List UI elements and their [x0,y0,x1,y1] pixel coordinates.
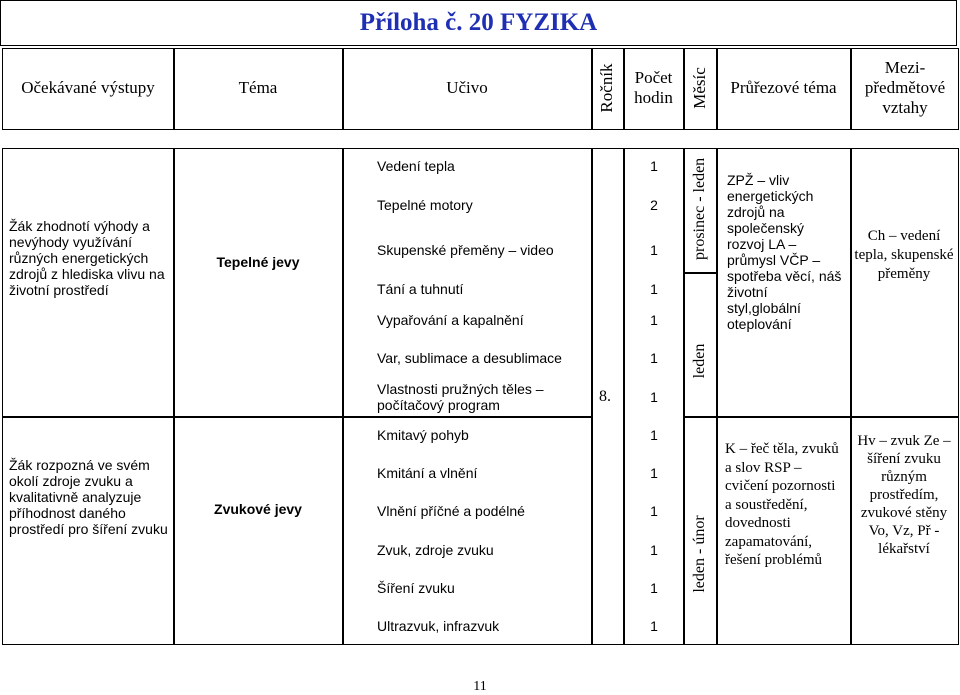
header-topic: Téma [238,78,278,97]
section2-item-3: Zvuk, zdroje zvuku [377,542,494,558]
grade: 8. [599,388,611,405]
page-number: 11 [473,679,487,694]
section2-hours-4: 1 [650,580,658,596]
section2-hours-0: 1 [650,427,658,443]
header-outputs: Očekávané výstupy [21,78,155,97]
section1-hours-1: 2 [650,197,658,213]
section1-hours-4: 1 [650,312,658,328]
section1-item-5: Var, sublimace a desublimace [377,350,562,366]
header-month: Měsíc [690,67,709,109]
section1-item-6: Vlastnosti pružných těles – počítačový program [377,381,544,413]
section2-topic: Zvukové jevy [214,501,302,517]
section1-topic: Tepelné jevy [216,254,300,270]
page-title: Příloha č. 20 FYZIKA [0,0,957,46]
section1-item-3: Tání a tuhnutí [377,281,464,297]
section1-hours-2: 1 [650,242,658,258]
section1-cross-topics: ZPŽ – vliv energetických zdrojů na společenský rozvoj LA – průmysl VČP – spotřeba věcí, náš životní styl,globální oteplování [727,172,842,332]
header-inter-line2: předmětové [864,78,946,97]
section1-hours-0: 1 [650,158,658,174]
section1-item-2: Skupenské přeměny – video [377,242,554,258]
section2-outputs: Žák rozpozná ve svém okolí zdroje zvuku a kvalitativně analyzuje příhodnost daného prostředí pro šíření zvuku [9,457,168,537]
header-inter-line3: vztahy [882,98,928,117]
section1-item-0: Vedení tepla [377,158,455,174]
section2-cross-topics: K – řeč těla, zvuků a slov RSP – cvičení pozornosti a soustředění, dovednosti zapamatování, řešení problémů [725,441,839,568]
section2-hours-5: 1 [650,618,658,634]
section1-hours-6: 1 [650,389,658,405]
section2-item-0: Kmitavý pohyb [377,427,469,443]
section2-inter: Hv – zvuk Ze – šíření zvuku různým prostředím, zvukové stěny Vo, Vz, Př - lékařství [857,433,951,557]
section1-outputs: Žák zhodnotí výhody a nevýhody využívání různých energetických zdrojů z hlediska vlivu na životní prostředí [9,218,165,298]
header-hours-line1: Počet [634,68,673,87]
header-inter-line1: Mezi- [884,58,926,77]
header-hours-line2: hodin [634,88,673,107]
section1-hours-5: 1 [650,350,658,366]
header-curriculum: Učivo [446,78,488,97]
section1-inter: Ch – vedení tepla, skupenské přeměny [854,228,954,282]
section2-hours-2: 1 [650,503,658,519]
section1-month-a: prosinec - leden [691,157,708,260]
section1-month-b: leden [691,343,708,379]
header-inter [851,58,959,118]
section1-item-1: Tepelné motory [377,197,473,213]
section2-item-1: Kmitání a vlnění [377,465,478,481]
section1-item-4: Vypařování a kapalnění [377,312,524,328]
section2-item-2: Vlnění příčné a podélné [377,503,525,519]
section2-hours-1: 1 [650,465,658,481]
header-cross-topics: Průřezové téma [730,78,837,97]
section2-item-5: Ultrazvuk, infrazvuk [377,618,500,634]
section1-hours-3: 1 [650,281,658,297]
header-hours [624,68,683,108]
section2-hours-3: 1 [650,542,658,558]
section2-item-4: Šíření zvuku [377,580,455,596]
header-grade: Ročník [597,63,616,113]
section2-month: leden - únor [691,515,708,593]
